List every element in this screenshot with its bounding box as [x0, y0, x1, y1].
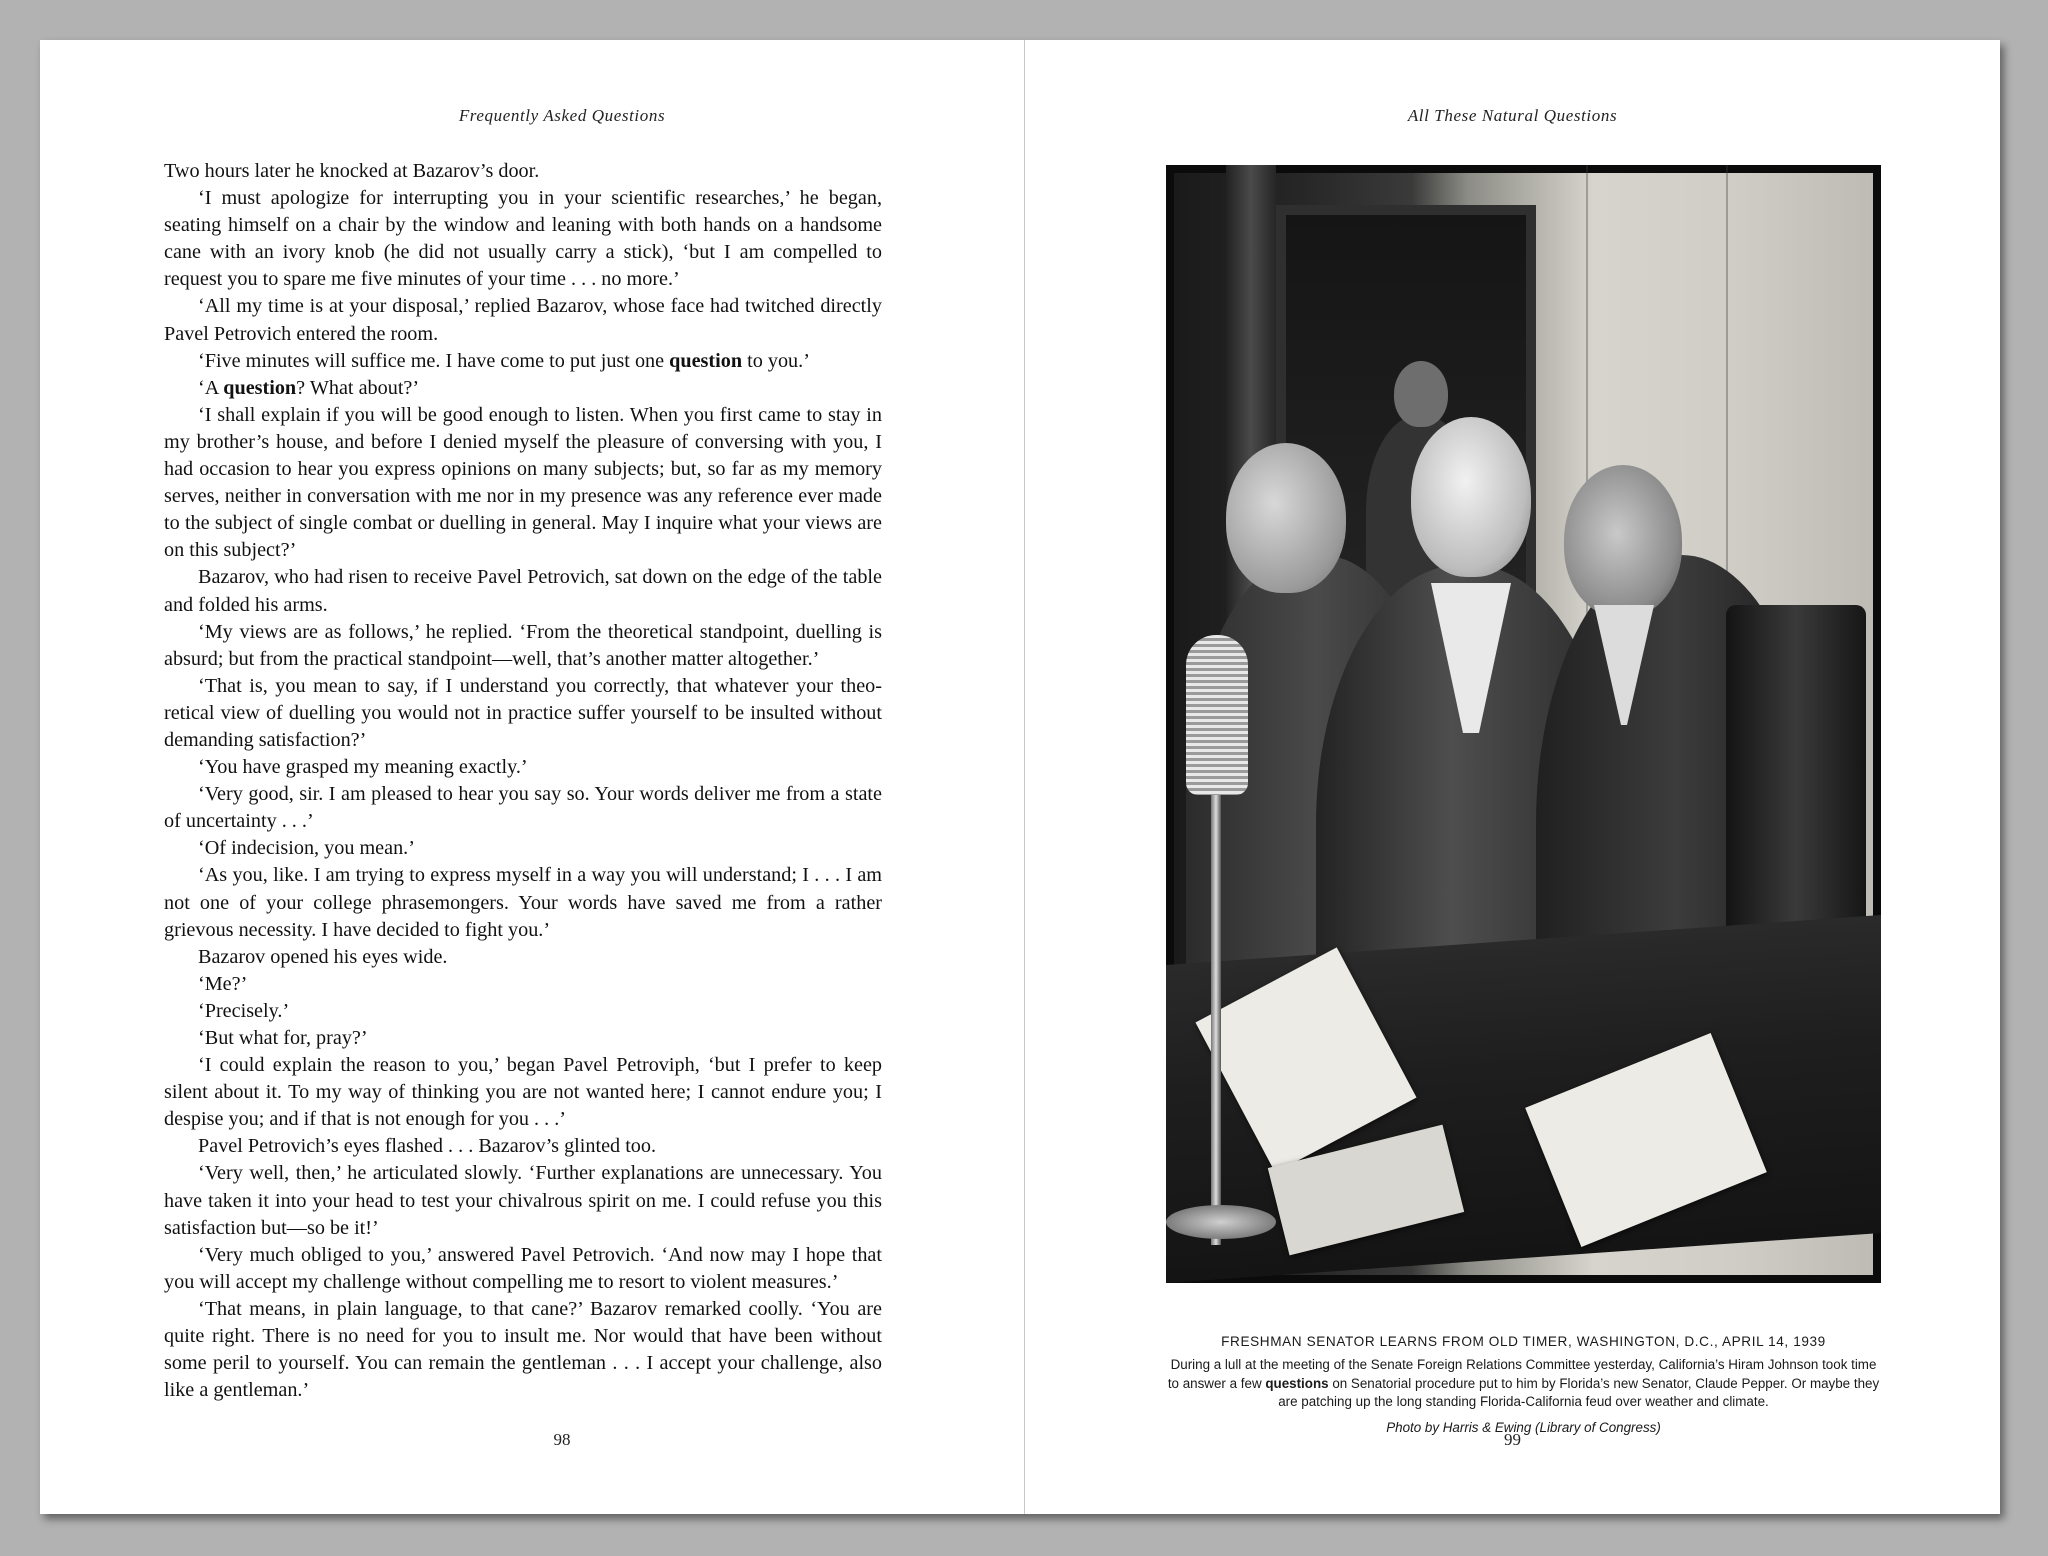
paragraph-text: ‘I shall explain if you will be good enough to listen. When you first came to stay in my brother’s house, and before I denied myself the pleasure of conversing with you, I had occasion to hear you express opinions on many subjects; but, so far as my memory serves, neither in conversation with me nor in my presence was any reference ever made to the subject of single combat or duelling in general. May I inquire what your views are on this subject?’	[164, 403, 882, 562]
paragraph-text: ‘All my time is at your disposal,’ replied Bazarov, whose face had twitched directly Pavel Petrovich entered the room.	[164, 295, 882, 345]
photo-microphone-base	[1166, 1205, 1276, 1239]
paragraph	[164, 348, 882, 375]
photo-credit: Photo by Harris & Ewing (Library of Congress)	[1386, 1419, 1661, 1435]
caption-body	[1166, 1356, 1881, 1412]
photo-panel-line	[1586, 165, 1588, 685]
paragraph	[164, 1296, 882, 1404]
running-head-right: All These Natural Questions	[1407, 106, 1618, 125]
left-page	[40, 40, 1024, 1514]
caption-body-text: During a lull at the meeting of the Senate Foreign Relations Committee yesterday, California’s Hiram Johnson took time to answer a few	[1167, 1357, 1877, 1391]
paragraph-text: Bazarov opened his eyes wide.	[198, 945, 448, 968]
paragraph-text: ‘But what for, pray?’	[198, 1027, 368, 1049]
photo-head-background	[1394, 361, 1448, 427]
paragraph-text: ‘A	[198, 376, 224, 399]
photo-microphone	[1186, 635, 1248, 795]
paragraph-text: Bazarov, who had risen to receive Pavel Petrovich, sat down on the edge of the table and folded his arms.	[164, 566, 882, 616]
paragraph-text: ‘That means, in plain language, to that cane?’ Bazarov remarked coolly. ‘You are quite right. There is no need for you to insult me. Nor would that have been without some peril to yourself. You can remain the gentleman . . . I accept your challenge, also like a gentleman.’	[164, 1297, 882, 1402]
book-spread	[40, 40, 2000, 1514]
paragraph	[164, 781, 882, 835]
bold-term: question	[669, 349, 743, 372]
paragraph-text: ‘I could explain the reason to you,’ began Pavel Petroviph, ‘but I prefer to keep silent about it. To my way of thinking you are not wanted here; I cannot endure you; I despise you; and if that is not enough for you . . .’	[164, 1054, 882, 1131]
paragraph	[164, 1052, 882, 1133]
photograph	[1166, 165, 1881, 1283]
paragraph	[164, 673, 882, 754]
paragraph	[164, 862, 882, 943]
paragraph	[164, 1133, 882, 1160]
paragraph-text: ‘Precisely.’	[198, 999, 290, 1022]
paragraph-text: ‘Of indecision, you mean.’	[198, 837, 415, 860]
paragraph	[164, 754, 882, 781]
right-page	[1025, 40, 2000, 1514]
paragraph-text: ‘My views are as follows,’ he replied. ‘From the theoretical standpoint, duelling is absurd; but from the practical standpoint—well, that’s another matter altogether.’	[164, 620, 882, 670]
paragraph	[164, 1025, 882, 1052]
paragraph	[164, 402, 882, 565]
paragraph-text: ‘Very much obliged to you,’ answered Pavel Petrovich. ‘And now may I hope that you will accept my challenge without compelling me to resort to violent measures.’	[164, 1243, 882, 1293]
paragraph	[164, 564, 882, 618]
paragraph	[164, 971, 882, 998]
photo-head-right	[1564, 465, 1682, 617]
paragraph	[164, 619, 882, 673]
photo-panel-line	[1726, 165, 1728, 605]
photo-head-center	[1411, 417, 1531, 577]
paragraph	[164, 158, 882, 185]
caption-body-text: on Senatorial procedure put to him by Florida’s new Senator, Claude Pepper. Or maybe they are patching up the long standing Florida-California feud over weather and climate.	[1278, 1375, 1880, 1409]
paragraph	[164, 293, 882, 347]
paragraph	[164, 185, 882, 293]
paragraph-text: ? What about?’	[296, 376, 420, 399]
photo-head-left	[1226, 443, 1346, 593]
paragraph-text: to you.’	[742, 349, 810, 372]
photo-caption	[1166, 1334, 1881, 1435]
running-head-left: Frequently Asked Questions	[458, 106, 666, 125]
paragraph	[164, 1160, 882, 1241]
paragraph-text: ‘You have grasped my meaning exactly.’	[198, 756, 528, 779]
paragraph	[164, 998, 882, 1025]
paragraph	[164, 835, 882, 862]
paragraph-text: ‘That is, you mean to say, if I understand you correctly, that whatever your theo-retical view of duelling you would not in practice suffer yourself to be insulted without demanding satisfaction?’	[164, 674, 882, 751]
paragraph-text: ‘As you, like. I am trying to express myself in a way you will understand; I . . . I am not one of your college phrasemongers. Your words have saved me from a rather grievous necessity. I have decided to fight you.’	[164, 864, 882, 941]
paragraph-text: Pavel Petrovich’s eyes flashed . . . Bazarov’s glinted too.	[198, 1135, 657, 1158]
paragraph	[164, 944, 882, 971]
paragraph-text: ‘Me?’	[198, 972, 248, 995]
paragraph-text: Two hours later he knocked at Bazarov’s door.	[164, 160, 540, 182]
paragraph-text: ‘Five minutes will suffice me. I have come to put just one	[198, 349, 670, 372]
photo-microphone-stand	[1211, 785, 1221, 1245]
paragraph	[164, 1242, 882, 1296]
page-number-left: 98	[553, 1430, 571, 1449]
body-text	[164, 158, 882, 1404]
page-number-right: 99	[1504, 1430, 1521, 1449]
caption-title: FRESHMAN SENATOR LEARNS FROM OLD TIMER, WASHINGTON, D.C., APRIL 14, 1939	[1221, 1334, 1826, 1349]
paragraph-text: ‘Very good, sir. I am pleased to hear you say so. Your words deliver me from a state of uncertainty . . .’	[164, 783, 882, 833]
paragraph	[164, 375, 882, 402]
paragraph-text: ‘I must apologize for interrupting you in your scientific researches,’ he began, seating himself on a chair by the window and leaning with both hands on a handsome cane with an ivory knob (he did not usually carry a stick), ‘but I am compelled to request you to spare me five minutes of your time . . . no more.’	[164, 187, 882, 291]
paragraph-text: ‘Very well, then,’ he articulated slowly. ‘Further explanations are unnecessary. You have taken it into your head to test your chivalrous spirit on me. I could refuse you this satisfaction but—so be it!’	[164, 1162, 882, 1239]
bold-term: question	[223, 376, 297, 399]
caption-body-bold: questions	[1265, 1375, 1329, 1391]
